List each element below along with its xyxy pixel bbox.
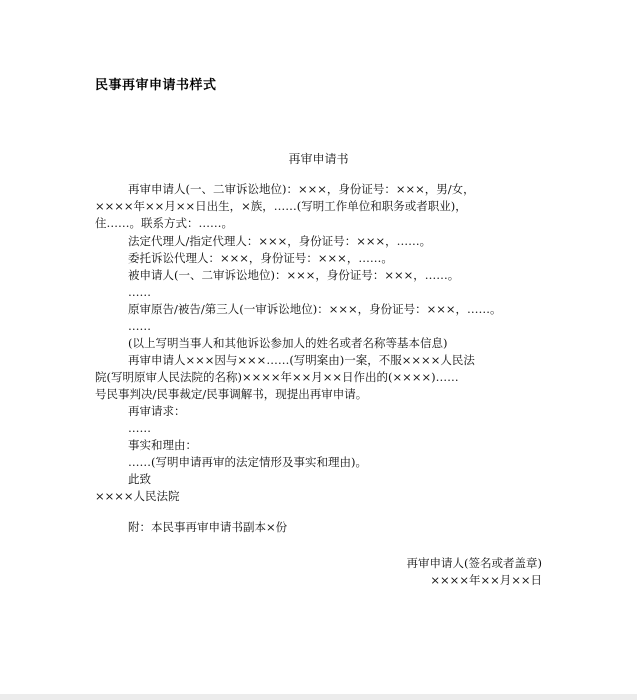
applicant-line: 再审申请人(一、二审诉讼地位)：×××，身份证号：×××，男/女， [128,182,475,196]
applicant-address-line: 住……。联系方式：……。 [95,216,233,230]
court-name: ××××人民法院 [95,489,180,503]
facts-line: ……(写明申请再审的法定情形及事实和理由)。 [128,455,367,469]
salutation: 此致 [128,472,151,486]
attachment-line: 附：本民事再审申请书副本×份 [128,520,288,534]
document-title: 再审申请书 [288,152,349,166]
case-line: 院(写明原审人民法院的名称)××××年××月××日作出的(××××)…… [95,370,459,384]
facts-label: 事实和理由： [128,438,197,452]
page-heading: 民事再审申请书样式 [95,78,217,93]
respondent-line: 被申请人(一、二审诉讼地位)：×××，身份证号：×××，……。 [128,268,460,282]
ellipsis-line: …… [128,319,151,333]
note-line: (以上写明当事人和其他诉讼参加人的姓名或者名称等基本信息) [128,336,448,350]
ellipsis-line: …… [128,421,151,435]
request-label: 再审请求： [128,404,186,418]
bottom-scroll-strip [0,694,637,700]
ellipsis-line: …… [128,285,151,299]
case-line: 再审申请人×××因与×××……(写明案由)一案，不服××××人民法 [128,353,475,367]
case-line: 号民事判决/民事裁定/民事调解书，现提出再审申请。 [95,387,368,401]
original-party-line: 原审原告/被告/第三人(一审诉讼地位)：×××，身份证号：×××，……。 [128,302,502,316]
legal-representative-line: 法定代理人/指定代理人：×××，身份证号：×××，……。 [128,234,432,248]
date-line: ××××年××月××日 [430,573,542,587]
signature-line: 再审申请人(签名或者盖章) [406,556,542,570]
applicant-birth-line: ××××年××月××日出生，×族，……(写明工作单位和职务或者职业)， [95,199,467,213]
agent-line: 委托诉讼代理人：×××，身份证号：×××，……。 [128,251,393,265]
